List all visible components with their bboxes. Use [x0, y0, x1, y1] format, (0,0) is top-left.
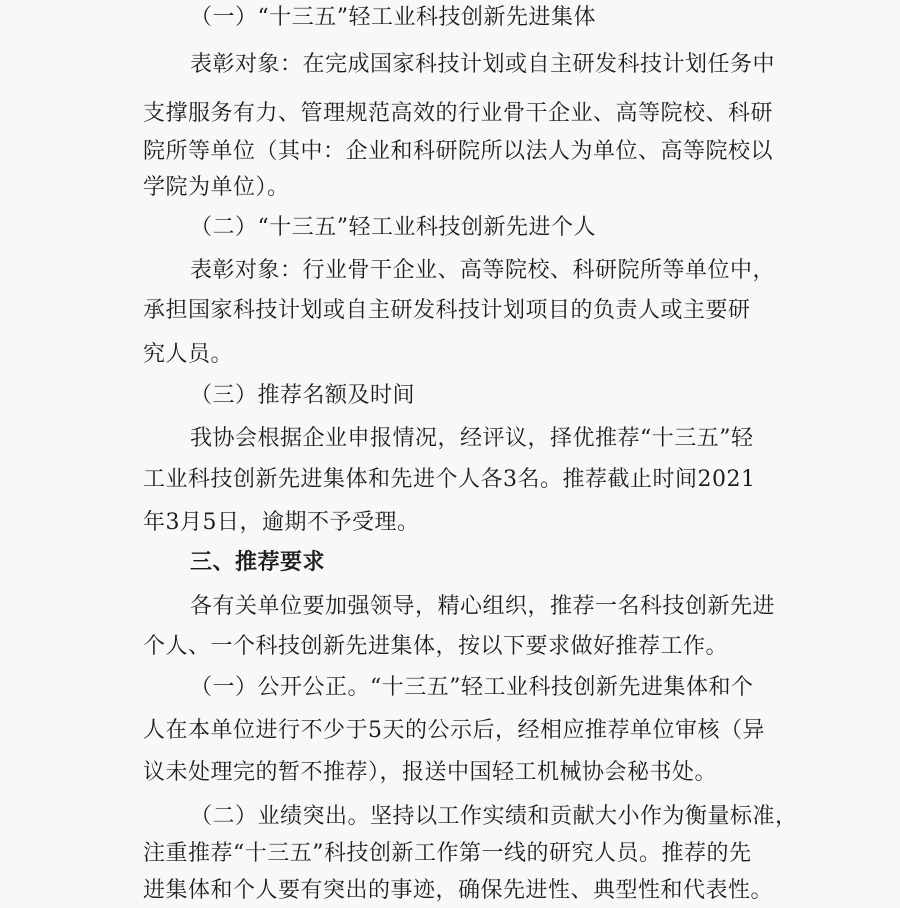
paragraph-line: 人在本单位进行不少于5天的公示后，经相应推荐单位审核（异 [143, 718, 765, 743]
paragraph-line: 承担国家科技计划或自主研发科技计划项目的负责人或主要研 [143, 298, 751, 323]
paragraph-line: 工业科技创新先进集体和先进个人各3名。推荐截止时间2021 [143, 467, 756, 492]
subheading-quota-and-time: （三）推荐名额及时间 [190, 383, 416, 408]
paragraph-line: （二）业绩突出。坚持以工作实绩和贡献大小作为衡量标准， [190, 804, 798, 829]
paragraph-line: （一）公开公正。“十三五”轻工业科技创新先进集体和个 [190, 675, 754, 700]
paragraph-line: 我协会根据企业申报情况，经评议，择优推荐“十三五”轻 [190, 426, 754, 451]
paragraph-line: 支撑服务有力、管理规范高效的行业骨干企业、高等院校、科研 [143, 101, 774, 126]
paragraph-line: 年3月5日，逾期不予受理。 [143, 510, 420, 535]
paragraph-line: 学院为单位）。 [143, 175, 290, 200]
paragraph-line: 议未处理完的暂不推荐），报送中国轻工机械协会秘书处。 [143, 760, 718, 785]
paragraph-line: 个人、一个科技创新先进集体，按以下要求做好推荐工作。 [143, 634, 729, 659]
paragraph-line: 表彰对象：行业骨干企业、高等院校、科研院所等单位中， [190, 258, 776, 283]
paragraph-line: 院所等单位（其中：企业和科研院所以法人为单位、高等院校以 [143, 139, 774, 164]
section-heading-requirements: 三、推荐要求 [190, 550, 326, 575]
paragraph-line: 究人员。 [143, 342, 234, 367]
subheading-advanced-collective: （一）“十三五”轻工业科技创新先进集体 [190, 5, 596, 30]
subheading-advanced-individual: （二）“十三五”轻工业科技创新先进个人 [190, 215, 596, 240]
paragraph-line: 表彰对象：在完成国家科技计划或自主研发科技计划任务中 [190, 52, 776, 77]
paragraph-line: 进集体和个人要有突出的事迹，确保先进性、典型性和代表性。 [143, 878, 774, 903]
paragraph-line: 各有关单位要加强领导，精心组织，推荐一名科技创新先进 [190, 594, 776, 619]
paragraph-line: 注重推荐“十三五”科技创新工作第一线的研究人员。推荐的先 [143, 841, 752, 866]
